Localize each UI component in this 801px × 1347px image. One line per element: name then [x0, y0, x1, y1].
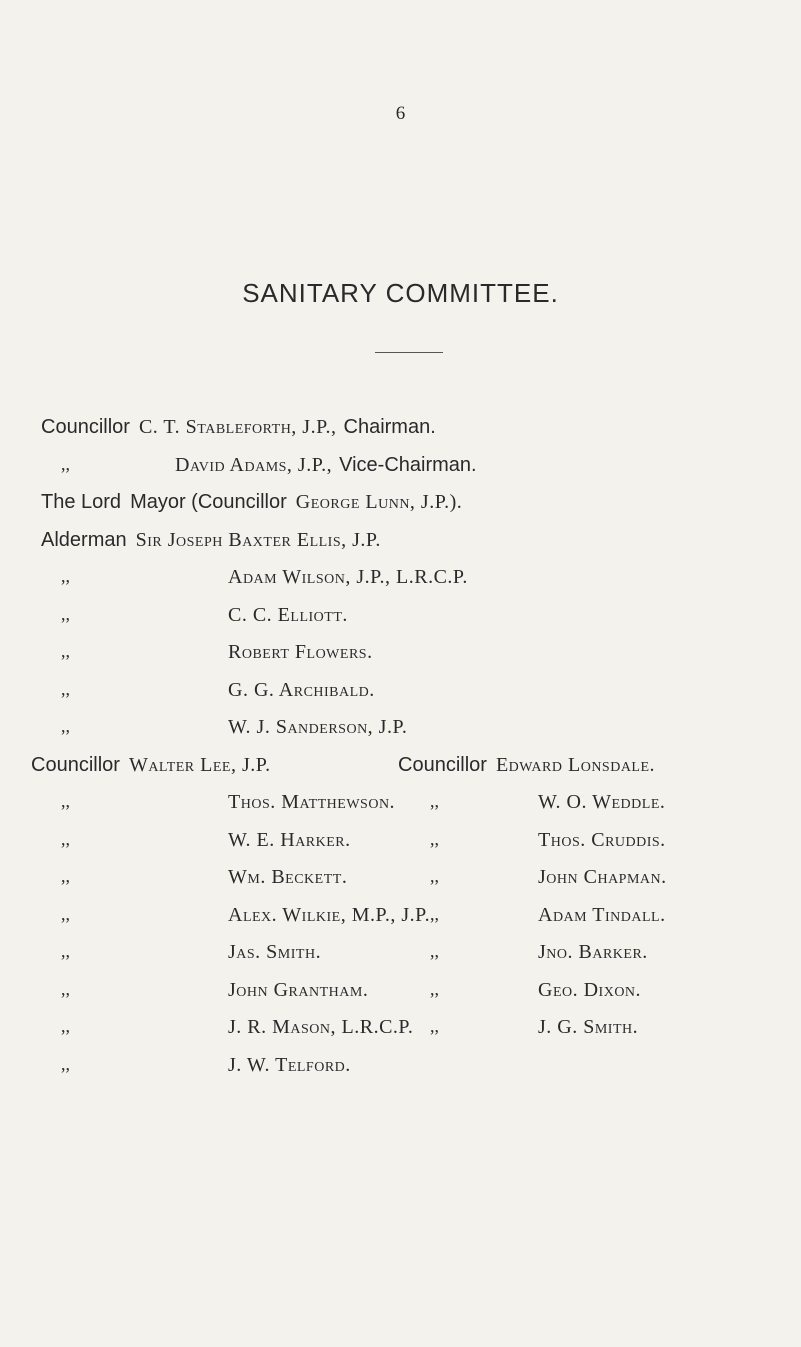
councillor-name-right: John Chapman.: [538, 866, 667, 888]
councillor-name-left: Thos. Matthewson.: [228, 791, 396, 813]
ditto-mark: ,,: [61, 791, 70, 811]
ditto-mark: ,,: [61, 829, 70, 849]
member-line-alderman: [41, 530, 381, 550]
ditto-mark: ,,: [61, 1016, 70, 1036]
member-name: Edward Lonsdale.: [495, 754, 656, 776]
councillors-header-right: [398, 755, 655, 775]
member-title: Mayor (Councillor: [130, 491, 287, 513]
ditto-mark: ,,: [430, 904, 439, 924]
ditto-mark: ,,: [61, 679, 70, 699]
councillor-name-right: W. O. Weddle.: [538, 791, 666, 813]
member-role: Chairman.: [343, 416, 436, 438]
ditto-mark: ,,: [61, 641, 70, 661]
member-name: C. T. Stableforth, J.P.,: [138, 416, 337, 438]
ditto-mark: ,,: [61, 716, 70, 736]
councillors-header-left: [31, 755, 271, 775]
member-name: C. C. Elliott.: [228, 604, 348, 626]
councillor-name-left: W. E. Harker.: [228, 829, 351, 851]
member-name: G. G. Archibald.: [228, 679, 375, 701]
councillor-name-right: J. G. Smith.: [538, 1016, 639, 1038]
councillor-name-left: Alex. Wilkie, M.P., J.P.: [228, 904, 431, 926]
councillor-name-left: J. R. Mason, L.R.C.P.: [228, 1016, 414, 1038]
ditto-mark: ,,: [61, 979, 70, 999]
ditto-mark: ,,: [430, 941, 439, 961]
member-prefix: Councillor: [398, 754, 487, 776]
member-line: [41, 605, 741, 627]
ditto-mark: ,,: [61, 904, 70, 924]
member-name: Robert Flowers.: [228, 641, 373, 663]
member-line: [41, 567, 741, 589]
member-line-chairman: [41, 417, 436, 437]
ditto-mark: ,,: [61, 866, 70, 886]
ditto-mark: ,,: [430, 1016, 439, 1036]
title-divider: [375, 352, 443, 353]
ditto-mark: ,,: [430, 866, 439, 886]
member-name: W. J. Sanderson, J.P.: [228, 716, 408, 738]
councillor-name-left: Wm. Beckett.: [228, 866, 348, 888]
ditto-mark: ,,: [61, 566, 70, 586]
councillor-name-right: Jno. Barker.: [538, 941, 648, 963]
councillor-name-right: Geo. Dixon.: [538, 979, 642, 1001]
ditto-mark: ,,: [61, 1054, 70, 1074]
ditto-mark: ,,: [61, 941, 70, 961]
ditto-mark: ,,: [430, 829, 439, 849]
member-line: [41, 642, 741, 664]
councillor-name-left: John Grantham.: [228, 979, 369, 1001]
member-prefix: The Lord: [41, 491, 122, 513]
member-role: Vice-Chairman.: [339, 454, 477, 476]
member-name: David Adams, J.P.,: [175, 454, 333, 476]
member-line: [41, 680, 741, 702]
member-prefix: Councillor: [41, 416, 130, 438]
councillor-name-right: Thos. Cruddis.: [538, 829, 666, 851]
ditto-mark: ,,: [61, 604, 70, 624]
councillor-name-left: J. W. Telford.: [228, 1054, 351, 1076]
page-number: 6: [395, 103, 406, 124]
councillor-name-right: Adam Tindall.: [538, 904, 666, 926]
member-prefix: Councillor: [31, 754, 120, 776]
member-name: George Lunn, J.P.).: [295, 491, 463, 513]
page-title: SANITARY COMMITTEE.: [242, 278, 559, 308]
member-name: Walter Lee, J.P.: [128, 754, 271, 776]
member-line: [41, 717, 741, 739]
ditto-mark: ,,: [430, 979, 439, 999]
member-line-mayor: [41, 492, 462, 512]
member-name: Adam Wilson, J.P., L.R.C.P.: [228, 566, 468, 588]
ditto-mark: ,,: [430, 791, 439, 811]
ditto-mark: ,,: [61, 454, 70, 474]
councillor-name-left: Jas. Smith.: [228, 941, 322, 963]
member-name: Sir Joseph Baxter Ellis, J.P.: [135, 529, 381, 551]
member-prefix: Alderman: [41, 529, 127, 551]
